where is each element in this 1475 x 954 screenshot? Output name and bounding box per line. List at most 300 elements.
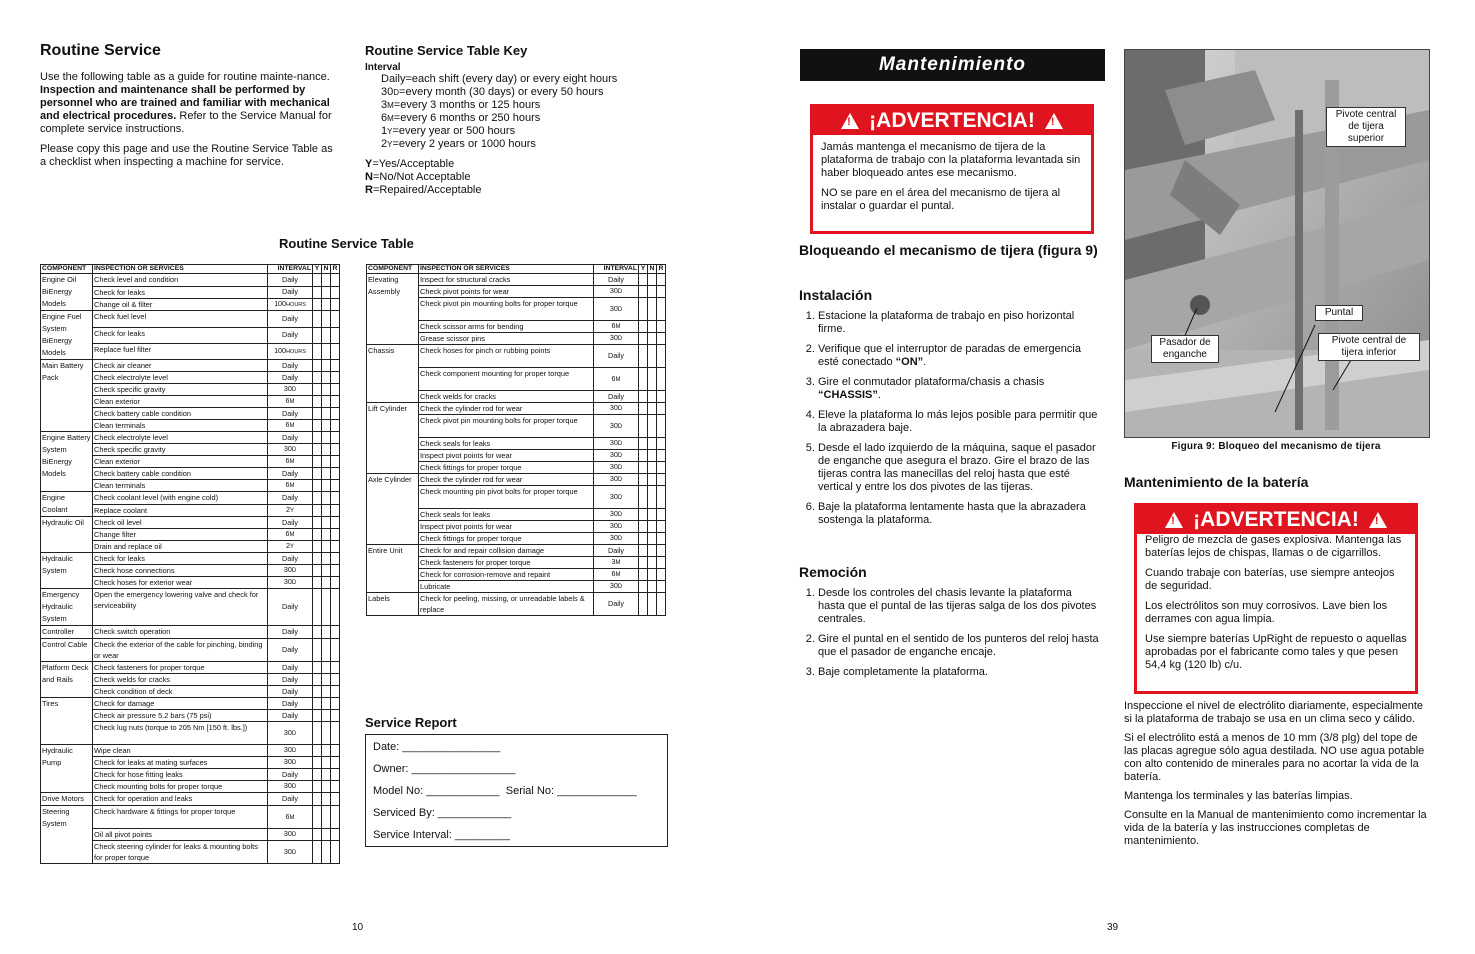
table-row bbox=[367, 403, 666, 415]
inspection-cell: Check the cylinder rod for wear bbox=[419, 403, 594, 415]
checkbox-cell-y[interactable] bbox=[313, 577, 322, 589]
checkbox-cell-y[interactable] bbox=[313, 686, 322, 698]
checkbox-cell-n[interactable] bbox=[648, 593, 657, 616]
checkbox-cell-r[interactable] bbox=[657, 298, 666, 321]
model-field[interactable]: Model No: ____________ bbox=[373, 785, 500, 797]
interval-cell: 30D bbox=[268, 745, 313, 757]
checkbox-cell-r[interactable] bbox=[657, 462, 666, 474]
checkbox-cell-r[interactable] bbox=[331, 806, 340, 829]
checkbox-cell-r[interactable] bbox=[657, 450, 666, 462]
checkbox-cell-n[interactable] bbox=[322, 480, 331, 492]
checkbox-cell-r[interactable] bbox=[657, 274, 666, 286]
table-row bbox=[41, 589, 340, 626]
inspection-cell: Check fuel level bbox=[93, 311, 268, 327]
checkbox-cell-y[interactable] bbox=[639, 521, 648, 533]
checkbox-cell-r[interactable] bbox=[331, 286, 340, 298]
inspection-cell: Check hardware & fittings for proper torque bbox=[93, 806, 268, 829]
checkbox-cell-y[interactable] bbox=[313, 384, 322, 396]
checkbox-cell-y[interactable] bbox=[639, 298, 648, 321]
service-interval-field[interactable]: Service Interval: _________ bbox=[373, 829, 510, 841]
checkbox-cell-r[interactable] bbox=[657, 286, 666, 298]
warning-header bbox=[1137, 506, 1415, 534]
checkbox-cell-n[interactable] bbox=[648, 438, 657, 450]
checkbox-cell-y[interactable] bbox=[313, 286, 322, 298]
inspection-cell: Inspect pivot points for wear bbox=[419, 521, 594, 533]
inspection-cell: Check specific gravity bbox=[93, 444, 268, 456]
table-row bbox=[367, 345, 666, 368]
checkbox-cell-y[interactable] bbox=[313, 444, 322, 456]
checkbox-cell-y[interactable] bbox=[639, 557, 648, 569]
checkbox-cell-y[interactable] bbox=[313, 360, 322, 372]
checkbox-cell-y[interactable] bbox=[313, 541, 322, 553]
interval-cell: Daily bbox=[268, 769, 313, 781]
interval-item: 2Y=every 2 years or 1000 hours bbox=[381, 138, 536, 150]
inspection-cell: Change oil & filter bbox=[93, 298, 268, 310]
warning-triangle-icon: ! bbox=[1165, 512, 1183, 528]
interval-cell: Daily bbox=[268, 710, 313, 722]
checkbox-cell-n[interactable] bbox=[322, 420, 331, 432]
warning-title: ¡ADVERTENCIA! bbox=[1193, 508, 1359, 531]
checkbox-cell-r[interactable] bbox=[657, 438, 666, 450]
checkbox-cell-n[interactable] bbox=[322, 541, 331, 553]
checkbox-cell-n[interactable] bbox=[322, 343, 331, 359]
checkbox-cell-n[interactable] bbox=[322, 492, 331, 505]
warning-header bbox=[813, 107, 1091, 135]
checkbox-cell-r[interactable] bbox=[657, 509, 666, 521]
installation-title: Instalación bbox=[799, 287, 873, 303]
checkbox-cell-n[interactable] bbox=[648, 321, 657, 333]
checkbox-cell-r[interactable] bbox=[331, 504, 340, 517]
checkbox-cell-r[interactable] bbox=[331, 710, 340, 722]
checkbox-cell-r[interactable] bbox=[331, 298, 340, 310]
checkbox-cell-r[interactable] bbox=[331, 343, 340, 359]
checkbox-cell-r[interactable] bbox=[331, 444, 340, 456]
checkbox-cell-y[interactable] bbox=[313, 757, 322, 769]
table-row bbox=[41, 311, 340, 327]
checkbox-cell-r[interactable] bbox=[331, 274, 340, 286]
interval-item: 3M=every 3 months or 125 hours bbox=[381, 99, 541, 111]
inspection-cell: Check fittings for proper torque bbox=[419, 462, 594, 474]
checkbox-cell-y[interactable] bbox=[313, 327, 322, 343]
service-table-right bbox=[366, 264, 666, 616]
checkbox-cell-n[interactable] bbox=[648, 298, 657, 321]
checkbox-cell-n[interactable] bbox=[648, 509, 657, 521]
checkbox-cell-y[interactable] bbox=[313, 829, 322, 841]
warning-triangle-icon: ! bbox=[1045, 113, 1063, 129]
checkbox-cell-y[interactable] bbox=[313, 468, 322, 480]
warning-paragraph: Cuando trabaje con baterías, use siempre anteojos de seguridad. bbox=[1145, 567, 1395, 592]
checkbox-cell-n[interactable] bbox=[648, 462, 657, 474]
checkbox-cell-n[interactable] bbox=[648, 533, 657, 545]
table-row bbox=[41, 662, 340, 674]
checkbox-cell-r[interactable] bbox=[657, 415, 666, 438]
checkbox-cell-n[interactable] bbox=[322, 577, 331, 589]
warning-box-battery bbox=[1134, 503, 1418, 694]
component-cell: Controller bbox=[41, 626, 93, 639]
checkbox-cell-y[interactable] bbox=[639, 415, 648, 438]
checkbox-cell-n[interactable] bbox=[322, 396, 331, 408]
checkbox-cell-y[interactable] bbox=[639, 403, 648, 415]
checkbox-cell-n[interactable] bbox=[648, 474, 657, 486]
checkbox-cell-y[interactable] bbox=[313, 769, 322, 781]
checkbox-cell-n[interactable] bbox=[322, 274, 331, 286]
inspection-cell: Clean terminals bbox=[93, 480, 268, 492]
checkbox-cell-n[interactable] bbox=[648, 286, 657, 298]
checkbox-cell-y[interactable] bbox=[313, 456, 322, 468]
checkbox-cell-r[interactable] bbox=[657, 403, 666, 415]
service-report-title: Service Report bbox=[365, 715, 457, 730]
checkbox-cell-n[interactable] bbox=[322, 722, 331, 745]
checkbox-cell-r[interactable] bbox=[331, 698, 340, 710]
interval-cell: 2Y bbox=[268, 541, 313, 553]
checkbox-cell-n[interactable] bbox=[322, 745, 331, 757]
checkbox-cell-y[interactable] bbox=[313, 781, 322, 793]
interval-cell: Daily bbox=[268, 686, 313, 698]
checkbox-cell-y[interactable] bbox=[313, 722, 322, 745]
table-header-cell: N bbox=[648, 265, 657, 274]
checkbox-cell-r[interactable] bbox=[331, 480, 340, 492]
table-key-title: Routine Service Table Key bbox=[365, 43, 528, 58]
inspection-cell: Check mounting pin pivot bolts for proper torque bbox=[419, 486, 594, 509]
component-cell: Hydraulic Pump bbox=[41, 745, 93, 793]
checkbox-cell-r[interactable] bbox=[657, 368, 666, 391]
checkbox-cell-y[interactable] bbox=[313, 806, 322, 829]
inspection-cell: Open the emergency lowering valve and check for serviceability bbox=[93, 589, 268, 626]
interval-cell: 6M bbox=[268, 420, 313, 432]
checkbox-cell-y[interactable] bbox=[639, 509, 648, 521]
checkbox-cell-y[interactable] bbox=[639, 474, 648, 486]
interval-item: 30D=every month (30 days) or every 50 hours bbox=[381, 86, 604, 98]
checkbox-cell-n[interactable] bbox=[322, 286, 331, 298]
checkbox-cell-y[interactable] bbox=[313, 480, 322, 492]
checkbox-cell-n[interactable] bbox=[322, 639, 331, 662]
checkbox-cell-n[interactable] bbox=[322, 781, 331, 793]
checkbox-cell-n[interactable] bbox=[322, 432, 331, 444]
checkbox-cell-r[interactable] bbox=[657, 557, 666, 569]
checkbox-cell-y[interactable] bbox=[639, 438, 648, 450]
checkbox-cell-y[interactable] bbox=[639, 345, 648, 368]
table-key-section bbox=[365, 43, 665, 197]
checkbox-cell-r[interactable] bbox=[331, 468, 340, 480]
inspection-cell: Check pivot pin mounting bolts for proper torque bbox=[419, 415, 594, 438]
table-header-cell: R bbox=[331, 265, 340, 274]
interval-cell: 6M bbox=[594, 569, 639, 581]
figure-9-photo bbox=[1124, 49, 1430, 438]
checkbox-cell-y[interactable] bbox=[639, 450, 648, 462]
checkbox-cell-y[interactable] bbox=[639, 593, 648, 616]
component-cell: Platform Deck and Rails bbox=[41, 662, 93, 698]
inspection-cell: Check for peeling, missing, or unreadable labels & replace bbox=[419, 593, 594, 616]
interval-cell: Daily bbox=[268, 639, 313, 662]
checkbox-cell-r[interactable] bbox=[331, 408, 340, 420]
checkbox-cell-n[interactable] bbox=[322, 565, 331, 577]
checkbox-cell-r[interactable] bbox=[657, 581, 666, 593]
checkbox-cell-n[interactable] bbox=[648, 557, 657, 569]
checkbox-cell-n[interactable] bbox=[322, 769, 331, 781]
component-cell: Main Battery Pack bbox=[41, 360, 93, 432]
checkbox-cell-r[interactable] bbox=[331, 577, 340, 589]
warning-paragraph: Peligro de mezcla de gases explosiva. Mantenga las baterías lejos de chispas, llamas o de cigarrillos. bbox=[1145, 534, 1402, 559]
checkbox-cell-r[interactable] bbox=[331, 674, 340, 686]
checkbox-cell-n[interactable] bbox=[648, 581, 657, 593]
interval-cell: 30D bbox=[594, 298, 639, 321]
checkbox-cell-r[interactable] bbox=[331, 565, 340, 577]
checkbox-cell-y[interactable] bbox=[313, 841, 322, 864]
checkbox-cell-y[interactable] bbox=[313, 639, 322, 662]
checkbox-cell-n[interactable] bbox=[648, 403, 657, 415]
checkbox-cell-n[interactable] bbox=[322, 468, 331, 480]
battery-paragraph: Inspeccione el nivel de electrólito diariamente, especialmente si la plataforma de trabajo se usa en un clima seco y cálido. bbox=[1124, 700, 1424, 725]
checkbox-cell-n[interactable] bbox=[322, 298, 331, 310]
component-cell: Engine Oil BiEnergy Models bbox=[41, 274, 93, 311]
checkbox-cell-r[interactable] bbox=[657, 391, 666, 403]
checkbox-cell-r[interactable] bbox=[331, 420, 340, 432]
step-item: 5. Desde el lado izquierdo de la máquina, saque el pasador de enganche que asegura el brazo. Gire el brazo de las tijeras contra las manecillas del reloj hasta que esté vertical y entre los dos pivotes de las tijeras. bbox=[818, 442, 1100, 494]
interval-cell: Daily bbox=[268, 274, 313, 286]
checkbox-cell-r[interactable] bbox=[331, 492, 340, 505]
checkbox-cell-n[interactable] bbox=[322, 408, 331, 420]
inspection-cell: Check hose connections bbox=[93, 565, 268, 577]
step-item: 3. Gire el conmutador plataforma/chasis a chasis “CHASSIS”. bbox=[818, 376, 1100, 402]
checkbox-cell-n[interactable] bbox=[322, 710, 331, 722]
table-row bbox=[41, 806, 340, 829]
checkbox-cell-n[interactable] bbox=[322, 829, 331, 841]
model-serial-row bbox=[366, 780, 667, 802]
table-row bbox=[41, 274, 340, 286]
checkbox-cell-y[interactable] bbox=[639, 486, 648, 509]
checkbox-cell-r[interactable] bbox=[331, 553, 340, 565]
inspection-cell: Check fasteners for proper torque bbox=[93, 662, 268, 674]
checkbox-cell-y[interactable] bbox=[639, 391, 648, 403]
interval-cell: Daily bbox=[594, 391, 639, 403]
inspection-cell: Check for leaks bbox=[93, 286, 268, 298]
code-item: R=Repaired/Acceptable bbox=[365, 184, 482, 196]
checkbox-cell-r[interactable] bbox=[331, 781, 340, 793]
checkbox-cell-n[interactable] bbox=[322, 327, 331, 343]
component-cell: Control Cable bbox=[41, 639, 93, 662]
checkbox-cell-n[interactable] bbox=[648, 569, 657, 581]
checkbox-cell-r[interactable] bbox=[331, 360, 340, 372]
interval-cell: 6M bbox=[268, 456, 313, 468]
owner-field[interactable]: Owner: _________________ bbox=[373, 763, 516, 775]
checkbox-cell-y[interactable] bbox=[313, 311, 322, 327]
checkbox-cell-y[interactable] bbox=[313, 565, 322, 577]
interval-cell: 30D bbox=[594, 450, 639, 462]
checkbox-cell-y[interactable] bbox=[313, 698, 322, 710]
date-field[interactable]: Date: ________________ bbox=[373, 741, 501, 753]
checkbox-cell-r[interactable] bbox=[331, 541, 340, 553]
checkbox-cell-n[interactable] bbox=[322, 529, 331, 541]
inspection-cell: Lubricate bbox=[419, 581, 594, 593]
checkbox-cell-n[interactable] bbox=[322, 372, 331, 384]
checkbox-cell-n[interactable] bbox=[322, 841, 331, 864]
page-number-left: 10 bbox=[352, 922, 364, 933]
checkbox-cell-y[interactable] bbox=[313, 553, 322, 565]
component-cell: Chassis bbox=[367, 345, 419, 403]
checkbox-cell-n[interactable] bbox=[322, 444, 331, 456]
serviced-by-field[interactable]: Serviced By: ____________ bbox=[373, 807, 512, 819]
table-header-cell: COMPONENT bbox=[367, 265, 419, 274]
interval-cell: 6M bbox=[268, 529, 313, 541]
checkbox-cell-n[interactable] bbox=[322, 686, 331, 698]
checkbox-cell-r[interactable] bbox=[331, 662, 340, 674]
step-item: 2. Verifique que el interruptor de paradas de emergencia esté conectado “ON”. bbox=[818, 343, 1100, 369]
interval-list bbox=[365, 73, 665, 151]
table-row bbox=[41, 639, 340, 662]
checkbox-cell-y[interactable] bbox=[639, 368, 648, 391]
checkbox-cell-n[interactable] bbox=[648, 545, 657, 557]
checkbox-cell-n[interactable] bbox=[322, 662, 331, 674]
checkbox-cell-n[interactable] bbox=[648, 274, 657, 286]
checkbox-cell-n[interactable] bbox=[322, 757, 331, 769]
inspection-cell: Check hoses for exterior wear bbox=[93, 577, 268, 589]
checkbox-cell-y[interactable] bbox=[313, 626, 322, 639]
checkbox-cell-r[interactable] bbox=[657, 521, 666, 533]
checkbox-cell-r[interactable] bbox=[657, 345, 666, 368]
checkbox-cell-r[interactable] bbox=[331, 517, 340, 529]
checkbox-cell-y[interactable] bbox=[313, 420, 322, 432]
checkbox-cell-y[interactable] bbox=[313, 432, 322, 444]
checkbox-cell-r[interactable] bbox=[657, 593, 666, 616]
checkbox-cell-r[interactable] bbox=[331, 829, 340, 841]
battery-paragraphs bbox=[1124, 700, 1428, 854]
checkbox-cell-n[interactable] bbox=[648, 521, 657, 533]
checkbox-cell-y[interactable] bbox=[313, 372, 322, 384]
interval-cell: Daily bbox=[268, 626, 313, 639]
serial-field[interactable]: Serial No: _____________ bbox=[505, 785, 637, 797]
step-item: 4. Eleve la plataforma lo más lejos posible para permitir que la abrazadera baje. bbox=[818, 409, 1100, 435]
checkbox-cell-y[interactable] bbox=[639, 286, 648, 298]
checkbox-cell-n[interactable] bbox=[648, 450, 657, 462]
checkbox-cell-y[interactable] bbox=[639, 274, 648, 286]
checkbox-cell-r[interactable] bbox=[331, 327, 340, 343]
checkbox-cell-y[interactable] bbox=[313, 674, 322, 686]
inspection-cell: Check for and repair collision damage bbox=[419, 545, 594, 557]
checkbox-cell-r[interactable] bbox=[331, 626, 340, 639]
checkbox-cell-n[interactable] bbox=[322, 360, 331, 372]
checkbox-cell-y[interactable] bbox=[313, 408, 322, 420]
checkbox-cell-r[interactable] bbox=[657, 533, 666, 545]
checkbox-cell-y[interactable] bbox=[313, 298, 322, 310]
checkbox-cell-n[interactable] bbox=[648, 415, 657, 438]
table-header-cell: INTERVAL bbox=[268, 265, 313, 274]
removal-steps-wrap bbox=[800, 587, 1100, 686]
inspection-cell: Replace coolant bbox=[93, 504, 268, 517]
checkbox-cell-y[interactable] bbox=[639, 333, 648, 345]
checkbox-cell-y[interactable] bbox=[313, 504, 322, 517]
checkbox-cell-n[interactable] bbox=[322, 674, 331, 686]
checkbox-cell-r[interactable] bbox=[331, 529, 340, 541]
checkbox-cell-n[interactable] bbox=[322, 384, 331, 396]
inspection-cell: Check for hose fitting leaks bbox=[93, 769, 268, 781]
inspection-cell: Check battery cable condition bbox=[93, 408, 268, 420]
checkbox-cell-y[interactable] bbox=[313, 793, 322, 806]
checkbox-cell-r[interactable] bbox=[331, 757, 340, 769]
checkbox-cell-r[interactable] bbox=[331, 722, 340, 745]
checkbox-cell-y[interactable] bbox=[313, 745, 322, 757]
checkbox-cell-n[interactable] bbox=[648, 391, 657, 403]
checkbox-cell-y[interactable] bbox=[313, 517, 322, 529]
checkbox-cell-n[interactable] bbox=[648, 368, 657, 391]
checkbox-cell-r[interactable] bbox=[331, 793, 340, 806]
checkbox-cell-r[interactable] bbox=[331, 745, 340, 757]
checkbox-cell-r[interactable] bbox=[331, 639, 340, 662]
intro-text-c: Refer to the Service Manual for complete service instructions. bbox=[40, 110, 332, 135]
checkbox-cell-r[interactable] bbox=[331, 589, 340, 626]
checkbox-cell-r[interactable] bbox=[331, 841, 340, 864]
checkbox-cell-r[interactable] bbox=[657, 333, 666, 345]
checkbox-cell-n[interactable] bbox=[322, 311, 331, 327]
checkbox-cell-n[interactable] bbox=[648, 333, 657, 345]
table-row bbox=[41, 517, 340, 529]
checkbox-cell-y[interactable] bbox=[313, 343, 322, 359]
checkbox-cell-r[interactable] bbox=[331, 686, 340, 698]
checkbox-cell-r[interactable] bbox=[657, 321, 666, 333]
inspection-cell: Check the exterior of the cable for pinching, binding or wear bbox=[93, 639, 268, 662]
checkbox-cell-y[interactable] bbox=[313, 274, 322, 286]
battery-title: Mantenimiento de la batería bbox=[1124, 474, 1309, 490]
checkbox-cell-r[interactable] bbox=[331, 396, 340, 408]
interval-cell: Daily bbox=[268, 311, 313, 327]
inspection-cell: Check air cleaner bbox=[93, 360, 268, 372]
checkbox-cell-r[interactable] bbox=[657, 486, 666, 509]
checkbox-cell-n[interactable] bbox=[322, 589, 331, 626]
checkbox-cell-r[interactable] bbox=[331, 456, 340, 468]
checkbox-cell-y[interactable] bbox=[313, 589, 322, 626]
checkbox-cell-r[interactable] bbox=[331, 432, 340, 444]
inspection-cell: Check pivot points for wear bbox=[419, 286, 594, 298]
checkbox-cell-n[interactable] bbox=[322, 806, 331, 829]
checkbox-cell-n[interactable] bbox=[648, 486, 657, 509]
checkbox-cell-r[interactable] bbox=[331, 384, 340, 396]
inspection-cell: Check for damage bbox=[93, 698, 268, 710]
checkbox-cell-n[interactable] bbox=[648, 345, 657, 368]
checkbox-cell-y[interactable] bbox=[639, 462, 648, 474]
interval-cell: 30D bbox=[268, 841, 313, 864]
interval-cell: Daily bbox=[268, 286, 313, 298]
step-item: 3. Baje completamente la plataforma. bbox=[818, 666, 1100, 679]
checkbox-cell-y[interactable] bbox=[313, 662, 322, 674]
checkbox-cell-n[interactable] bbox=[322, 517, 331, 529]
checkbox-cell-n[interactable] bbox=[322, 553, 331, 565]
checkbox-cell-y[interactable] bbox=[639, 321, 648, 333]
inspection-cell: Check welds for cracks bbox=[93, 674, 268, 686]
checkbox-cell-r[interactable] bbox=[331, 311, 340, 327]
checkbox-cell-y[interactable] bbox=[639, 545, 648, 557]
checkbox-cell-n[interactable] bbox=[322, 456, 331, 468]
blocking-title: Bloqueando el mecanismo de tijera (figura 9) bbox=[799, 242, 1098, 258]
checkbox-cell-n[interactable] bbox=[322, 626, 331, 639]
checkbox-cell-r[interactable] bbox=[657, 545, 666, 557]
checkbox-cell-r[interactable] bbox=[657, 474, 666, 486]
checkbox-cell-y[interactable] bbox=[639, 569, 648, 581]
table-header-cell: Y bbox=[313, 265, 322, 274]
checkbox-cell-r[interactable] bbox=[331, 769, 340, 781]
checkbox-cell-y[interactable] bbox=[313, 396, 322, 408]
checkbox-cell-y[interactable] bbox=[313, 710, 322, 722]
interval-cell: Daily bbox=[268, 492, 313, 505]
checkbox-cell-n[interactable] bbox=[322, 793, 331, 806]
checkbox-cell-y[interactable] bbox=[639, 581, 648, 593]
checkbox-cell-y[interactable] bbox=[313, 492, 322, 505]
checkbox-cell-r[interactable] bbox=[331, 372, 340, 384]
checkbox-cell-y[interactable] bbox=[639, 533, 648, 545]
checkbox-cell-y[interactable] bbox=[313, 529, 322, 541]
checkbox-cell-n[interactable] bbox=[322, 504, 331, 517]
checkbox-cell-n[interactable] bbox=[322, 698, 331, 710]
checkbox-cell-r[interactable] bbox=[657, 569, 666, 581]
interval-cell: 30D bbox=[594, 486, 639, 509]
